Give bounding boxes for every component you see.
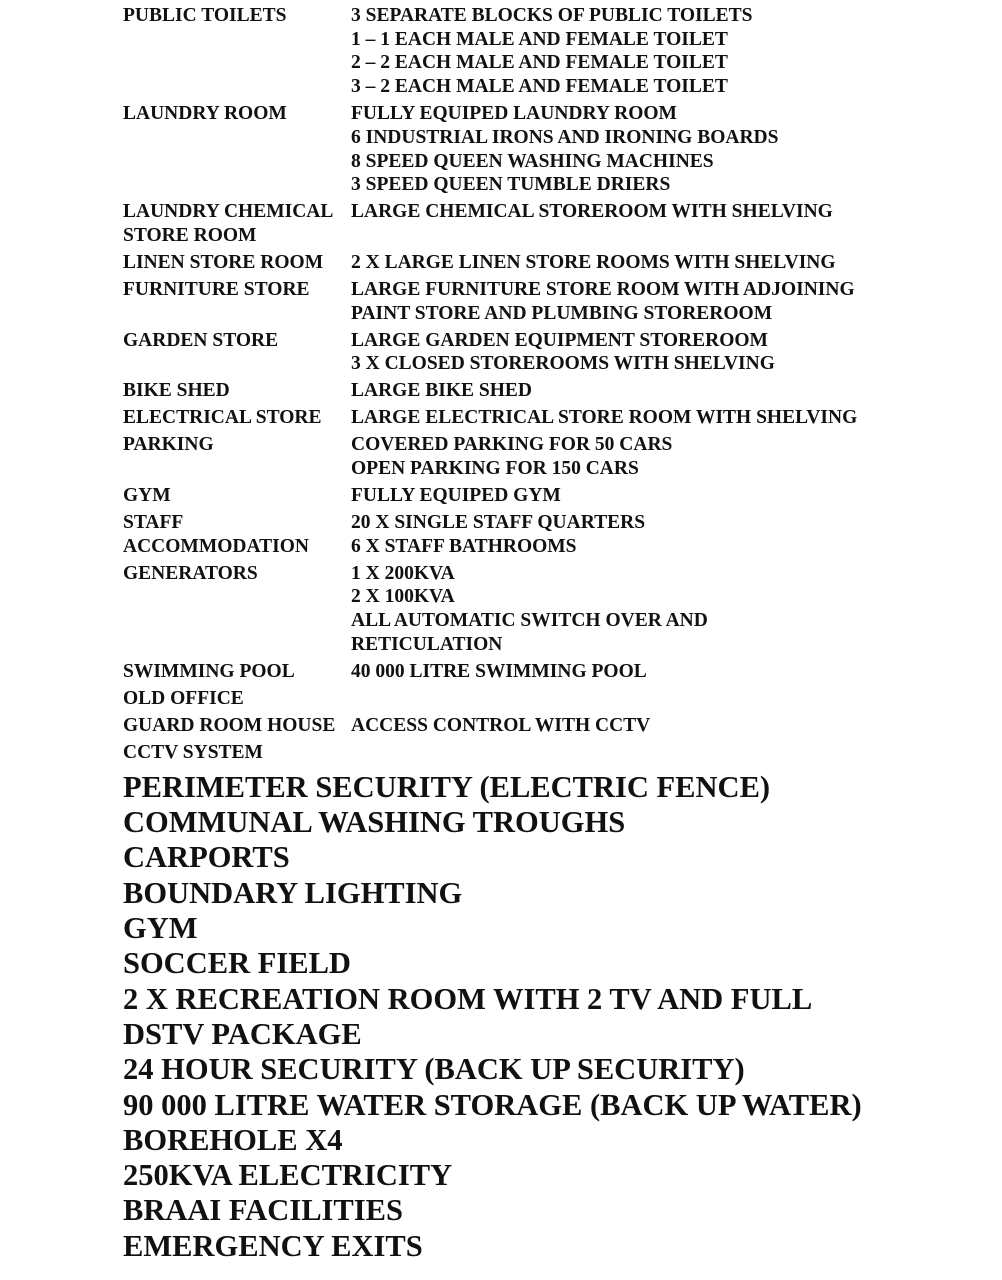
facility-description-line: 1 X 200KVA — [351, 562, 455, 584]
facility-description-line: 3 SEPARATE BLOCKS OF PUBLIC TOILETS — [351, 5, 753, 26]
amenity-item: BOREHOLE X4 — [123, 1122, 343, 1157]
facility-name-cell — [123, 714, 351, 741]
facility-description-line: FULLY EQUIPED GYM — [351, 485, 561, 507]
facility-name: GENERATORS — [123, 562, 258, 584]
facility-description-cell — [351, 741, 971, 768]
facility-description-line: 8 SPEED QUEEN WASHING MACHINES — [351, 150, 714, 172]
facility-description-cell — [351, 251, 971, 278]
facility-row — [123, 200, 971, 251]
facilities-table — [123, 4, 971, 768]
facility-name-cell — [123, 687, 351, 714]
facility-row — [123, 433, 971, 484]
amenities-list — [123, 770, 983, 1264]
facility-description-cell — [351, 687, 971, 714]
facility-name: GUARD ROOM HOUSE — [123, 714, 336, 736]
facility-name: ACCOMMODATION — [123, 535, 309, 557]
facility-row — [123, 511, 971, 562]
facility-description-line: FULLY EQUIPED LAUNDRY ROOM — [351, 103, 677, 125]
facility-name-cell — [123, 4, 351, 102]
facility-row — [123, 484, 971, 511]
amenity-item: GYM — [123, 911, 198, 946]
amenity-item: BRAAI FACILITIES — [123, 1193, 403, 1228]
facility-row — [123, 102, 971, 200]
facility-name: ELECTRICAL STORE — [123, 407, 322, 429]
facility-name: FURNITURE STORE — [123, 278, 310, 300]
facility-name: BIKE SHED — [123, 380, 230, 402]
facility-description-line: 20 X SINGLE STAFF QUARTERS — [351, 512, 646, 534]
amenity-item: 24 HOUR SECURITY (BACK UP SECURITY) — [123, 1052, 745, 1087]
facility-description-cell — [351, 379, 971, 406]
facility-name-cell — [123, 741, 351, 768]
facility-description-cell — [351, 102, 971, 200]
facility-description-line: LARGE FURNITURE STORE ROOM WITH ADJOINING — [351, 278, 855, 300]
facility-description-line: 6 INDUSTRIAL IRONS AND IRONING BOARDS — [351, 126, 779, 148]
facility-description-line: RETICULATION — [351, 633, 503, 655]
facility-description-line: 2 X LARGE LINEN STORE ROOMS WITH SHELVING — [351, 251, 836, 273]
facility-row — [123, 714, 971, 741]
facility-description-cell — [351, 660, 971, 687]
facility-description-cell — [351, 406, 971, 433]
facility-description-cell — [351, 562, 971, 660]
facility-name-cell — [123, 562, 351, 660]
facility-row — [123, 379, 971, 406]
facility-row — [123, 251, 971, 278]
facility-description-line: PAINT STORE AND PLUMBING STOREROOM — [351, 302, 773, 324]
facility-row — [123, 562, 971, 660]
facility-description-line: LARGE ELECTRICAL STORE ROOM WITH SHELVING — [351, 407, 858, 429]
facility-name-cell — [123, 102, 351, 200]
document-page — [123, 4, 983, 1264]
facility-row — [123, 687, 971, 714]
facility-name: PARKING — [123, 434, 214, 456]
facility-description-line: LARGE CHEMICAL STOREROOM WITH SHELVING — [351, 201, 833, 223]
facility-description-cell — [351, 511, 971, 562]
facility-name-cell — [123, 484, 351, 511]
amenity-item: BOUNDARY LIGHTING — [123, 875, 463, 910]
facility-description-cell — [351, 433, 971, 484]
facility-description-cell — [351, 4, 971, 102]
facility-name-cell — [123, 278, 351, 329]
facility-description-line: LARGE GARDEN EQUIPMENT STOREROOM — [351, 329, 768, 351]
facility-description-line: 2 X 100KVA — [351, 586, 455, 608]
facility-name: CCTV SYSTEM — [123, 741, 263, 763]
facility-description-line: ACCESS CONTROL WITH CCTV — [351, 714, 651, 736]
facility-description-line: 6 X STAFF BATHROOMS — [351, 535, 577, 557]
facility-description-line: 3 – 2 EACH MALE AND FEMALE TOILET — [351, 76, 728, 98]
facility-name-cell — [123, 200, 351, 251]
facility-name: LAUNDRY CHEMICAL — [123, 201, 334, 223]
facility-description-line: 1 – 1 EACH MALE AND FEMALE TOILET — [351, 28, 728, 50]
facility-name: SWIMMING POOL — [123, 660, 295, 682]
facility-name: LINEN STORE ROOM — [123, 251, 324, 273]
facility-description-cell — [351, 200, 971, 251]
facility-description-cell — [351, 484, 971, 511]
facility-description-cell — [351, 329, 971, 380]
amenity-item: 2 X RECREATION ROOM WITH 2 TV AND FULL — [123, 981, 813, 1016]
facility-description-line: 40 000 LITRE SWIMMING POOL — [351, 660, 647, 682]
facility-row — [123, 660, 971, 687]
facility-description-cell — [351, 714, 971, 741]
facility-description-line: 3 SPEED QUEEN TUMBLE DRIERS — [351, 174, 671, 196]
facility-name: STORE ROOM — [123, 224, 257, 246]
facility-row — [123, 4, 971, 102]
facility-name: STAFF — [123, 512, 184, 534]
facility-description-line: 3 X CLOSED STOREROOMS WITH SHELVING — [351, 353, 775, 375]
facility-description-line: 2 – 2 EACH MALE AND FEMALE TOILET — [351, 52, 728, 74]
facility-description-line: LARGE BIKE SHED — [351, 380, 532, 402]
facility-row — [123, 278, 971, 329]
facility-row — [123, 406, 971, 433]
facility-name-cell — [123, 379, 351, 406]
facility-name: OLD OFFICE — [123, 687, 244, 709]
amenity-item: COMMUNAL WASHING TROUGHS — [123, 805, 626, 840]
facility-name: GYM — [123, 485, 171, 507]
facility-description-cell — [351, 278, 971, 329]
facility-name-cell — [123, 251, 351, 278]
facility-name-cell — [123, 660, 351, 687]
facility-description-line: OPEN PARKING FOR 150 CARS — [351, 458, 639, 480]
facility-description-line: ALL AUTOMATIC SWITCH OVER AND — [351, 610, 708, 632]
amenity-item: EMERGENCY EXITS — [123, 1228, 423, 1263]
facility-row — [123, 329, 971, 380]
amenity-item: 250KVA ELECTRICITY — [123, 1158, 453, 1193]
amenity-item: PERIMETER SECURITY (ELECTRIC FENCE) — [123, 769, 771, 804]
facility-name: LAUNDRY ROOM — [123, 103, 287, 125]
facility-description-line: COVERED PARKING FOR 50 CARS — [351, 434, 673, 456]
facility-row — [123, 741, 971, 768]
amenity-item: 90 000 LITRE WATER STORAGE (BACK UP WATER) — [123, 1087, 862, 1122]
facility-name-cell — [123, 433, 351, 484]
facility-name: PUBLIC TOILETS — [123, 5, 287, 26]
facility-name-cell — [123, 511, 351, 562]
amenity-item: DSTV PACKAGE — [123, 1016, 362, 1051]
facility-name-cell — [123, 406, 351, 433]
amenity-item: SOCCER FIELD — [123, 946, 351, 981]
facility-name: GARDEN STORE — [123, 329, 279, 351]
facilities-table-body — [123, 4, 971, 768]
amenity-item: CARPORTS — [123, 840, 290, 875]
facility-name-cell — [123, 329, 351, 380]
